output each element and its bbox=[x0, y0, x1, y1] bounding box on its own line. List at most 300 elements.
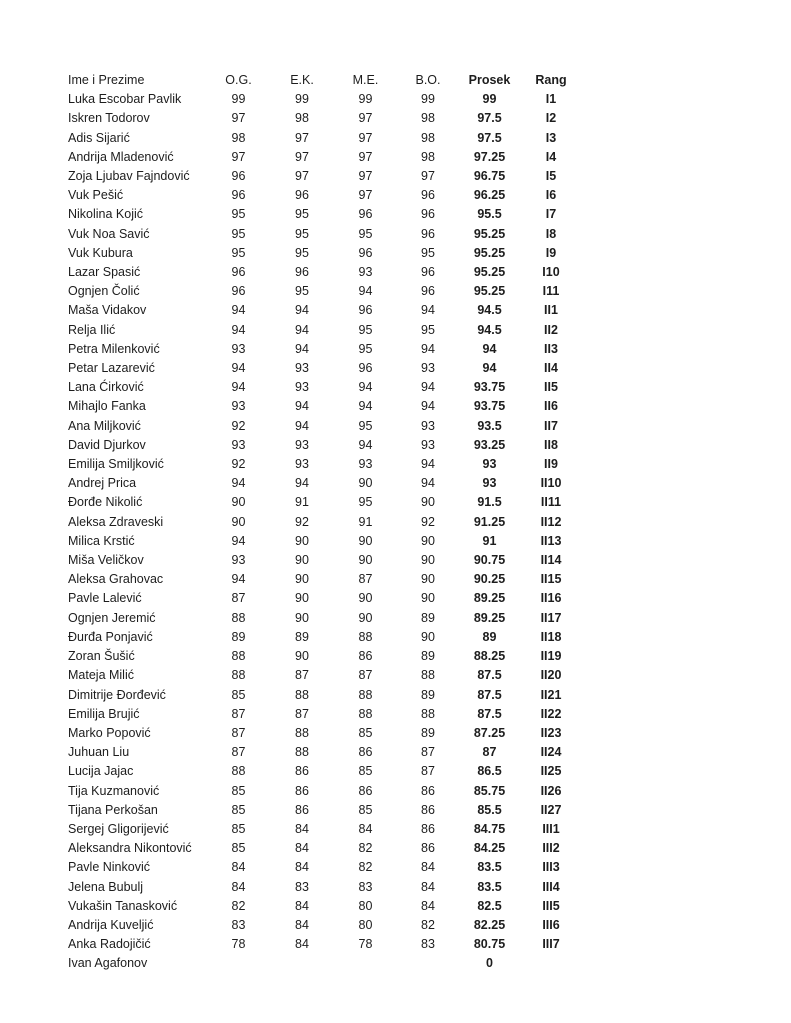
cell-name: Mateja Milić bbox=[68, 668, 134, 683]
cell-rang: III1 bbox=[542, 821, 560, 836]
cell-me: 96 bbox=[358, 303, 373, 318]
cell-rang: II26 bbox=[540, 783, 562, 798]
cell-me: 95 bbox=[358, 341, 373, 356]
cell-og: 97 bbox=[231, 149, 246, 164]
cell-ek: 84 bbox=[295, 821, 309, 836]
cell-me: 95 bbox=[358, 322, 373, 337]
cell-bo: 86 bbox=[421, 821, 435, 836]
table-row bbox=[68, 954, 582, 973]
cell-bo: 87 bbox=[421, 745, 435, 760]
table-row bbox=[68, 282, 582, 301]
cell-name: Lucija Jajac bbox=[68, 764, 134, 779]
cell-bo: 94 bbox=[421, 476, 435, 491]
cell-rang: II17 bbox=[540, 610, 562, 625]
cell-me: 85 bbox=[358, 725, 373, 740]
cell-rang: I10 bbox=[542, 265, 560, 280]
cell-name: Ognjen Čolić bbox=[68, 284, 140, 299]
cell-rang: II27 bbox=[540, 802, 562, 817]
cell-rang: II10 bbox=[540, 476, 562, 491]
cell-ek: 94 bbox=[295, 341, 309, 356]
cell-rang: II3 bbox=[544, 341, 558, 356]
cell-rang: II14 bbox=[540, 553, 562, 568]
cell-rang: II21 bbox=[540, 687, 562, 702]
cell-prosek: 84.25 bbox=[473, 841, 506, 856]
cell-bo: 94 bbox=[421, 341, 435, 356]
cell-og: 88 bbox=[231, 764, 246, 779]
cell-ek bbox=[270, 954, 334, 973]
cell-bo: 95 bbox=[421, 245, 435, 260]
cell-name: Pavle Lalević bbox=[68, 591, 142, 606]
cell-me: 90 bbox=[358, 610, 373, 625]
cell-me: 82 bbox=[358, 841, 373, 856]
table-row bbox=[68, 109, 582, 128]
cell-prosek: 83.5 bbox=[477, 860, 502, 875]
cell-prosek: 83.5 bbox=[477, 879, 502, 894]
cell-bo: 94 bbox=[421, 399, 435, 414]
cell-prosek: 95.25 bbox=[473, 265, 506, 280]
cell-bo: 96 bbox=[421, 226, 435, 241]
cell-bo: 89 bbox=[421, 687, 435, 702]
cell-ek: 86 bbox=[295, 802, 309, 817]
cell-og: 98 bbox=[231, 130, 246, 145]
cell-prosek: 93 bbox=[482, 457, 497, 472]
cell-og: 92 bbox=[231, 457, 246, 472]
cell-rang: I1 bbox=[545, 92, 557, 107]
cell-prosek: 93.75 bbox=[473, 399, 506, 414]
cell-og: 93 bbox=[231, 437, 246, 452]
cell-name: Miša Veličkov bbox=[68, 553, 144, 568]
cell-og: 97 bbox=[231, 111, 246, 126]
cell-bo: 93 bbox=[421, 361, 435, 376]
cell-name: Ognjen Jeremić bbox=[68, 610, 156, 625]
cell-me: 85 bbox=[358, 802, 373, 817]
cell-ek: 95 bbox=[295, 226, 309, 241]
cell-name: David Djurkov bbox=[68, 437, 146, 452]
cell-me: 88 bbox=[358, 629, 373, 644]
table-row bbox=[68, 839, 582, 858]
cell-og: 82 bbox=[231, 898, 246, 913]
cell-prosek: 89.25 bbox=[473, 591, 506, 606]
cell-name: Sergej Gligorijević bbox=[68, 821, 169, 836]
cell-name: Andrija Mladenović bbox=[68, 149, 174, 164]
cell-og: 94 bbox=[231, 476, 246, 491]
cell-og: 96 bbox=[231, 284, 246, 299]
cell-ek: 97 bbox=[295, 130, 309, 145]
cell-og: 84 bbox=[231, 860, 246, 875]
table-row bbox=[68, 359, 582, 378]
cell-ek: 94 bbox=[295, 418, 309, 433]
cell-rang: I9 bbox=[545, 245, 557, 260]
cell-og: 92 bbox=[231, 418, 246, 433]
table-row bbox=[68, 263, 582, 282]
cell-rang: III4 bbox=[542, 879, 560, 894]
table-row bbox=[68, 935, 582, 954]
cell-prosek: 94 bbox=[482, 341, 497, 356]
cell-og: 85 bbox=[231, 841, 246, 856]
cell-rang: I4 bbox=[545, 149, 557, 164]
cell-bo: 93 bbox=[421, 437, 435, 452]
table-row bbox=[68, 244, 582, 263]
cell-rang: II4 bbox=[544, 361, 558, 376]
cell-bo: 88 bbox=[421, 706, 435, 721]
table-row bbox=[68, 167, 582, 186]
cell-rang: I5 bbox=[545, 169, 557, 184]
cell-bo: 83 bbox=[421, 937, 435, 952]
cell-prosek: 91.5 bbox=[477, 495, 502, 510]
cell-prosek: 90.75 bbox=[473, 553, 506, 568]
cell-bo: 97 bbox=[421, 169, 435, 184]
cell-me: 97 bbox=[358, 169, 373, 184]
cell-name: Zoja Ljubav Fajndović bbox=[68, 169, 190, 184]
cell-name: Dimitrije Đorđević bbox=[68, 687, 166, 702]
cell-name: Petra Milenković bbox=[68, 341, 160, 356]
cell-name: Vuk Kubura bbox=[68, 245, 133, 260]
cell-name: Đorđe Nikolić bbox=[68, 495, 143, 510]
cell-me: 94 bbox=[358, 437, 373, 452]
cell-name: Andrija Kuveljić bbox=[68, 917, 154, 932]
table-row bbox=[68, 493, 582, 512]
table-row bbox=[68, 609, 582, 628]
cell-me: 99 bbox=[358, 92, 373, 107]
cell-ek: 88 bbox=[295, 687, 309, 702]
cell-name: Juhuan Liu bbox=[68, 745, 130, 760]
table-row bbox=[68, 455, 582, 474]
cell-me: 86 bbox=[358, 745, 373, 760]
table-row bbox=[68, 340, 582, 359]
cell-me: 94 bbox=[358, 380, 373, 395]
cell-og: 87 bbox=[231, 591, 246, 606]
cell-me: 93 bbox=[358, 457, 373, 472]
cell-name: Emilija Brujić bbox=[68, 706, 140, 721]
cell-name: Marko Popović bbox=[68, 725, 151, 740]
cell-bo: 98 bbox=[421, 111, 435, 126]
cell-prosek: 93 bbox=[482, 476, 497, 491]
cell-ek: 92 bbox=[295, 514, 309, 529]
cell-me: 86 bbox=[358, 783, 373, 798]
cell-rang: II6 bbox=[544, 399, 558, 414]
cell-me: 88 bbox=[358, 687, 373, 702]
cell-bo: 98 bbox=[421, 130, 435, 145]
cell-prosek: 89.25 bbox=[473, 610, 506, 625]
cell-bo: 86 bbox=[421, 841, 435, 856]
cell-prosek: 91 bbox=[482, 533, 497, 548]
cell-bo: 90 bbox=[421, 495, 435, 510]
cell-prosek: 97.5 bbox=[477, 130, 502, 145]
table-row bbox=[68, 705, 582, 724]
cell-rang: I7 bbox=[545, 207, 557, 222]
cell-bo bbox=[397, 954, 459, 973]
cell-prosek: 94 bbox=[482, 361, 497, 376]
cell-rang: II1 bbox=[544, 303, 558, 318]
cell-og: 94 bbox=[231, 533, 246, 548]
cell-bo: 88 bbox=[421, 668, 435, 683]
cell-bo: 93 bbox=[421, 418, 435, 433]
cell-rang: II23 bbox=[540, 725, 562, 740]
cell-name: Zoran Šušić bbox=[68, 649, 135, 664]
cell-name: Andrej Prica bbox=[68, 476, 137, 491]
cell-ek: 95 bbox=[295, 207, 309, 222]
cell-ek: 93 bbox=[295, 361, 309, 376]
cell-me: 97 bbox=[358, 111, 373, 126]
cell-prosek: 85.75 bbox=[473, 783, 506, 798]
cell-rang: I6 bbox=[545, 188, 557, 203]
cell-ek: 97 bbox=[295, 149, 309, 164]
cell-name: Jelena Bubulj bbox=[68, 879, 144, 894]
table-row bbox=[68, 474, 582, 493]
cell-og: 88 bbox=[231, 610, 246, 625]
cell-ek: 83 bbox=[295, 879, 309, 894]
cell-me: 94 bbox=[358, 284, 373, 299]
cell-prosek: 97.25 bbox=[473, 149, 506, 164]
table-row bbox=[68, 148, 582, 167]
cell-ek: 89 bbox=[295, 629, 309, 644]
cell-og: 99 bbox=[231, 92, 246, 107]
cell-name: Maša Vidakov bbox=[68, 303, 147, 318]
cell-ek: 88 bbox=[295, 745, 309, 760]
cell-name: Pavle Ninković bbox=[68, 860, 150, 875]
table-row bbox=[68, 916, 582, 935]
cell-me: 87 bbox=[358, 572, 373, 587]
cell-bo: 90 bbox=[421, 591, 435, 606]
table-row bbox=[68, 129, 582, 148]
cell-prosek: 87.5 bbox=[477, 687, 502, 702]
table-row bbox=[68, 897, 582, 916]
cell-ek: 93 bbox=[295, 380, 309, 395]
cell-rang: II15 bbox=[540, 572, 562, 587]
cell-og: 89 bbox=[231, 629, 246, 644]
cell-bo: 89 bbox=[421, 725, 435, 740]
cell-og: 96 bbox=[231, 188, 246, 203]
table-row bbox=[68, 858, 582, 877]
cell-name: Lana Ćirković bbox=[68, 380, 144, 395]
cell-rang: I3 bbox=[545, 130, 557, 145]
cell-ek: 94 bbox=[295, 303, 309, 318]
cell-rang bbox=[520, 954, 582, 973]
cell-ek: 96 bbox=[295, 265, 309, 280]
cell-prosek: 99 bbox=[482, 92, 497, 107]
cell-bo: 94 bbox=[421, 303, 435, 318]
cell-me: 78 bbox=[358, 937, 373, 952]
cell-name: Aleksa Grahovac bbox=[68, 572, 164, 587]
cell-ek: 86 bbox=[295, 764, 309, 779]
cell-me: 97 bbox=[358, 149, 373, 164]
cell-og: 93 bbox=[231, 399, 246, 414]
col-header-bo: B.O. bbox=[415, 73, 441, 87]
cell-prosek: 86.5 bbox=[477, 764, 502, 779]
col-header-og: O.G. bbox=[225, 73, 252, 87]
cell-name: Vuk Noa Savić bbox=[68, 226, 150, 241]
cell-ek: 95 bbox=[295, 284, 309, 299]
cell-og: 94 bbox=[231, 322, 246, 337]
cell-name: Đurđa Ponjavić bbox=[68, 629, 153, 644]
cell-prosek: 82.5 bbox=[477, 898, 502, 913]
cell-me: 94 bbox=[358, 399, 373, 414]
cell-ek: 84 bbox=[295, 917, 309, 932]
cell-me: 85 bbox=[358, 764, 373, 779]
cell-rang: II12 bbox=[540, 514, 562, 529]
col-header-rang: Rang bbox=[535, 73, 567, 87]
cell-prosek: 96.75 bbox=[473, 169, 506, 184]
cell-bo: 92 bbox=[421, 514, 435, 529]
cell-prosek: 94.5 bbox=[477, 303, 502, 318]
cell-rang: II18 bbox=[540, 629, 562, 644]
cell-og: 87 bbox=[231, 745, 246, 760]
cell-ek: 94 bbox=[295, 322, 309, 337]
cell-prosek: 87 bbox=[482, 745, 497, 760]
cell-rang: III7 bbox=[542, 937, 560, 952]
cell-prosek: 89 bbox=[482, 629, 497, 644]
cell-bo: 86 bbox=[421, 802, 435, 817]
cell-bo: 94 bbox=[421, 380, 435, 395]
cell-og: 94 bbox=[231, 572, 246, 587]
table-row bbox=[68, 186, 582, 205]
cell-og: 87 bbox=[231, 706, 246, 721]
cell-ek: 93 bbox=[295, 457, 309, 472]
cell-ek: 96 bbox=[295, 188, 309, 203]
cell-name: Milica Krstić bbox=[68, 533, 135, 548]
table-row bbox=[68, 743, 582, 762]
cell-ek: 90 bbox=[295, 610, 309, 625]
cell-name: Adis Sijarić bbox=[68, 130, 130, 145]
cell-rang: II11 bbox=[540, 495, 562, 510]
cell-rang: II7 bbox=[544, 418, 558, 433]
cell-bo: 90 bbox=[421, 572, 435, 587]
table-row bbox=[68, 801, 582, 820]
cell-ek: 97 bbox=[295, 169, 309, 184]
col-header-prosek: Prosek bbox=[468, 73, 511, 87]
cell-name: Ivan Agafonov bbox=[68, 956, 148, 971]
cell-me: 95 bbox=[358, 495, 373, 510]
cell-bo: 94 bbox=[421, 457, 435, 472]
cell-name: Emilija Smiljković bbox=[68, 457, 164, 472]
cell-ek: 99 bbox=[295, 92, 309, 107]
cell-bo: 82 bbox=[421, 917, 435, 932]
cell-prosek: 95.25 bbox=[473, 284, 506, 299]
cell-ek: 90 bbox=[295, 533, 309, 548]
cell-ek: 84 bbox=[295, 860, 309, 875]
cell-bo: 90 bbox=[421, 533, 435, 548]
cell-rang: II9 bbox=[544, 457, 558, 472]
cell-og: 94 bbox=[231, 361, 246, 376]
cell-me: 96 bbox=[358, 361, 373, 376]
cell-me: 91 bbox=[358, 514, 373, 529]
cell-prosek: 82.25 bbox=[473, 917, 506, 932]
cell-ek: 95 bbox=[295, 245, 309, 260]
cell-me: 87 bbox=[358, 668, 373, 683]
cell-ek: 94 bbox=[295, 399, 309, 414]
cell-rang: II22 bbox=[540, 706, 562, 721]
cell-me: 90 bbox=[358, 476, 373, 491]
cell-bo: 90 bbox=[421, 553, 435, 568]
cell-bo: 96 bbox=[421, 188, 435, 203]
cell-ek: 90 bbox=[295, 572, 309, 587]
cell-rang: II8 bbox=[544, 437, 558, 452]
cell-rang: I2 bbox=[545, 111, 557, 126]
cell-prosek: 88.25 bbox=[473, 649, 506, 664]
cell-og: 93 bbox=[231, 553, 246, 568]
col-header-me: M.E. bbox=[352, 73, 379, 87]
cell-name: Relja Ilić bbox=[68, 322, 116, 337]
cell-og bbox=[207, 954, 270, 973]
cell-og: 96 bbox=[231, 265, 246, 280]
cell-me: 95 bbox=[358, 418, 373, 433]
cell-name: Tija Kuzmanović bbox=[68, 783, 160, 798]
table-row bbox=[68, 628, 582, 647]
cell-ek: 90 bbox=[295, 649, 309, 664]
table-row bbox=[68, 551, 582, 570]
cell-prosek: 95.25 bbox=[473, 245, 506, 260]
cell-bo: 89 bbox=[421, 610, 435, 625]
cell-og: 95 bbox=[231, 245, 246, 260]
table-row bbox=[68, 378, 582, 397]
cell-me: 82 bbox=[358, 860, 373, 875]
cell-prosek: 0 bbox=[486, 956, 493, 971]
cell-og: 88 bbox=[231, 668, 246, 683]
cell-ek: 90 bbox=[295, 553, 309, 568]
cell-bo: 84 bbox=[421, 898, 435, 913]
cell-ek: 93 bbox=[295, 437, 309, 452]
cell-og: 90 bbox=[231, 495, 246, 510]
cell-bo: 96 bbox=[421, 265, 435, 280]
cell-prosek: 96.25 bbox=[473, 188, 506, 203]
col-header-name: Ime i Prezime bbox=[68, 73, 145, 87]
table-row bbox=[68, 397, 582, 416]
cell-prosek: 80.75 bbox=[473, 937, 506, 952]
cell-og: 78 bbox=[231, 937, 246, 952]
cell-name: Lazar Spasić bbox=[68, 265, 141, 280]
cell-prosek: 95.25 bbox=[473, 226, 506, 241]
table-row bbox=[68, 90, 582, 109]
cell-og: 95 bbox=[231, 226, 246, 241]
cell-ek: 91 bbox=[295, 495, 309, 510]
cell-me: 95 bbox=[358, 226, 373, 241]
cell-og: 88 bbox=[231, 649, 246, 664]
cell-prosek: 94.5 bbox=[477, 322, 502, 337]
table-row bbox=[68, 225, 582, 244]
cell-ek: 84 bbox=[295, 937, 309, 952]
cell-me: 80 bbox=[358, 917, 373, 932]
cell-me: 93 bbox=[358, 265, 373, 280]
cell-prosek: 87.5 bbox=[477, 668, 502, 683]
table-row bbox=[68, 417, 582, 436]
cell-ek: 87 bbox=[295, 668, 309, 683]
cell-me: 88 bbox=[358, 706, 373, 721]
cell-ek: 90 bbox=[295, 591, 309, 606]
cell-rang: II20 bbox=[540, 668, 562, 683]
cell-og: 85 bbox=[231, 783, 246, 798]
cell-bo: 87 bbox=[421, 764, 435, 779]
cell-rang: II24 bbox=[540, 745, 562, 760]
cell-me bbox=[334, 954, 397, 973]
table-row bbox=[68, 762, 582, 781]
cell-name: Vukašin Tanasković bbox=[68, 898, 178, 913]
cell-prosek: 97.5 bbox=[477, 111, 502, 126]
cell-rang: II19 bbox=[540, 649, 562, 664]
cell-ek: 86 bbox=[295, 783, 309, 798]
cell-prosek: 85.5 bbox=[477, 802, 502, 817]
cell-me: 83 bbox=[358, 879, 373, 894]
table-row bbox=[68, 782, 582, 801]
cell-name: Luka Escobar Pavlik bbox=[68, 92, 182, 107]
cell-prosek: 95.5 bbox=[477, 207, 502, 222]
cell-prosek: 84.75 bbox=[473, 821, 506, 836]
cell-og: 84 bbox=[231, 879, 246, 894]
cell-bo: 96 bbox=[421, 284, 435, 299]
cell-bo: 84 bbox=[421, 879, 435, 894]
table-row bbox=[68, 513, 582, 532]
grades-table bbox=[68, 71, 582, 974]
cell-name: Aleksa Zdraveski bbox=[68, 514, 164, 529]
